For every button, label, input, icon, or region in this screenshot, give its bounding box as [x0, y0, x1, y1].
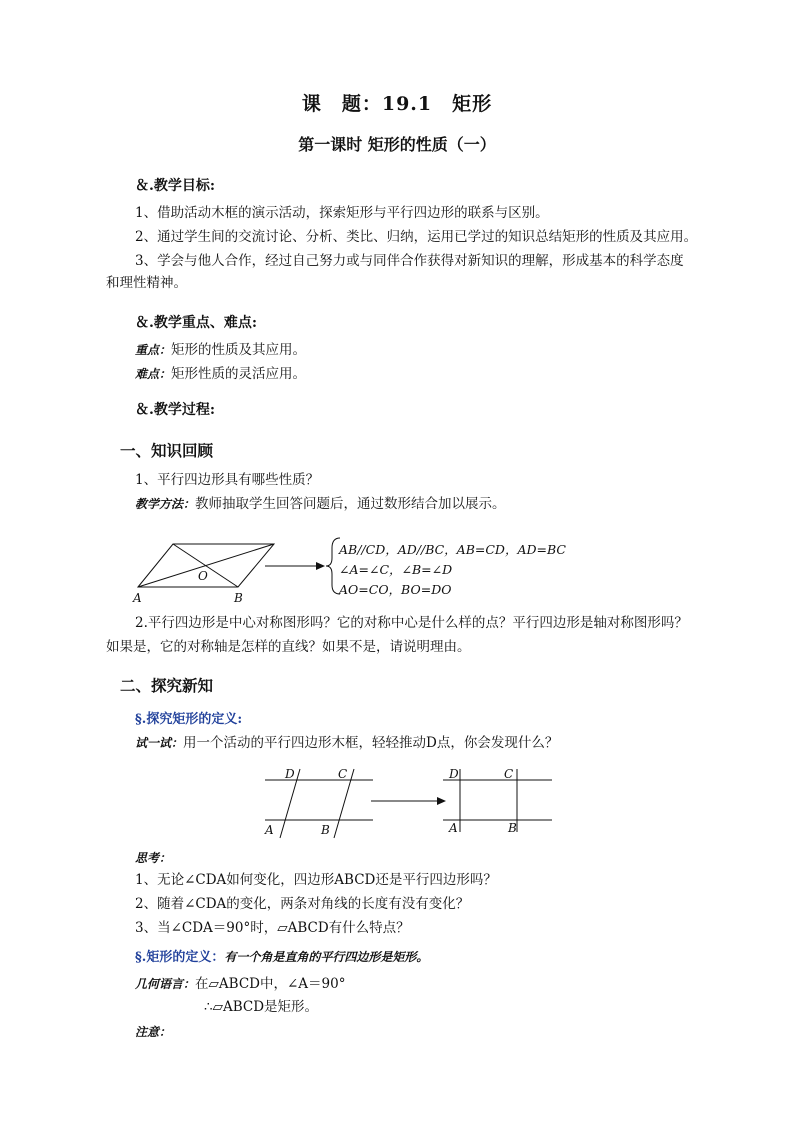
question-2: 2.平行四边形是中心对称图形吗？它的对称中心是什么样的点？平行四边形是轴对称图形吗？ [135, 615, 688, 631]
think-label: 思考： [135, 851, 172, 865]
keypoints-heading: ＆.教学重点、难点: [135, 315, 258, 331]
label-o: O [198, 569, 208, 583]
think-question-1: 1、无论∠CDA如何变化，四边形ABCD还是平行四边形吗？ [135, 872, 497, 888]
part-1-heading: 一、知识回顾 [120, 441, 214, 460]
goal-1: 1、借助活动木框的演示活动，探索矩形与平行四边形的联系与区别。 [135, 205, 549, 221]
brace-icon [326, 538, 340, 594]
key-label: 重点： [135, 343, 172, 357]
think-question-2: 2、随着∠CDA的变化，两条对角线的长度有没有变化？ [135, 896, 470, 912]
part-2-heading: 二、探究新知 [120, 676, 214, 695]
left-label-b: B [321, 823, 330, 837]
definition-heading: §.矩形的定义： [135, 950, 225, 965]
difficult-point [135, 364, 306, 385]
diff-label: 难点： [135, 367, 172, 381]
label-b: B [234, 591, 243, 605]
key-point [135, 340, 306, 361]
explore-heading: §.探究矩形的定义: [135, 712, 243, 727]
left-label-d: D [285, 767, 295, 781]
page-title: 课 题：19.1 矩形 [301, 93, 493, 115]
goals-heading: ＆.教学目标: [135, 178, 216, 194]
goal-3-cont: 和理性精神。 [106, 275, 187, 291]
arrow-head-icon [316, 562, 325, 570]
right-label-a: A [449, 821, 458, 835]
left-label-a: A [265, 823, 274, 837]
right-label-d: D [449, 767, 459, 781]
geometry-label: 几何语言： [135, 977, 196, 991]
geometry-language [135, 974, 345, 995]
question-1: 1、平行四边形具有哪些性质？ [135, 472, 320, 488]
property-3: AO=CO，BO=DO [339, 582, 452, 597]
think-question-3: 3、当∠CDA＝90°时，▱ABCD有什么特点？ [135, 920, 410, 936]
goal-2: 2、通过学生间的交流讨论、分析、类比、归纳，运用已学过的知识总结矩形的性质及其应用。 [135, 229, 698, 245]
definition-text: 有一个角是直角的平行四边形是矩形。 [224, 950, 429, 964]
label-a: A [133, 591, 142, 605]
geometry-line-1: 在▱ABCD中，∠A＝90° [195, 976, 346, 992]
note-label: 注意： [135, 1025, 172, 1039]
try-label: 试一试： [135, 736, 184, 750]
left-label-c: C [338, 767, 348, 781]
question-2-cont: 如果是，它的对称轴是怎样的直线？如果不是，请说明理由。 [106, 639, 471, 655]
try-text: 用一个活动的平行四边形木框，轻轻推动D点，你会发现什么？ [183, 735, 559, 751]
diff-text: 矩形性质的灵活应用。 [171, 366, 307, 382]
geometry-line-2: ∴▱ABCD是矩形。 [204, 999, 319, 1015]
transform-arrow-icon [437, 797, 446, 805]
goal-3: 3、学会与他人合作，经过自己努力或与同伴合作获得对新知识的理解，形成基本的科学态度 [135, 253, 684, 269]
process-heading: ＆.教学过程: [135, 402, 216, 418]
property-1: AB//CD，AD//BC，AB=CD，AD=BC [339, 542, 566, 557]
property-2: ∠A=∠C，∠B=∠D [339, 562, 453, 577]
rectangle-definition [135, 946, 428, 965]
method-text: 教师抽取学生回答问题后，通过数形结合加以展示。 [195, 496, 506, 512]
right-label-b: B [508, 821, 517, 835]
try-it [135, 733, 558, 754]
key-text: 矩形的性质及其应用。 [171, 342, 307, 358]
right-label-c: C [504, 767, 514, 781]
teaching-method [135, 494, 506, 515]
page-subtitle: 第一课时 矩形的性质（一） [298, 135, 496, 154]
frame-figure [255, 762, 565, 842]
method-label: 教学方法： [135, 497, 196, 511]
